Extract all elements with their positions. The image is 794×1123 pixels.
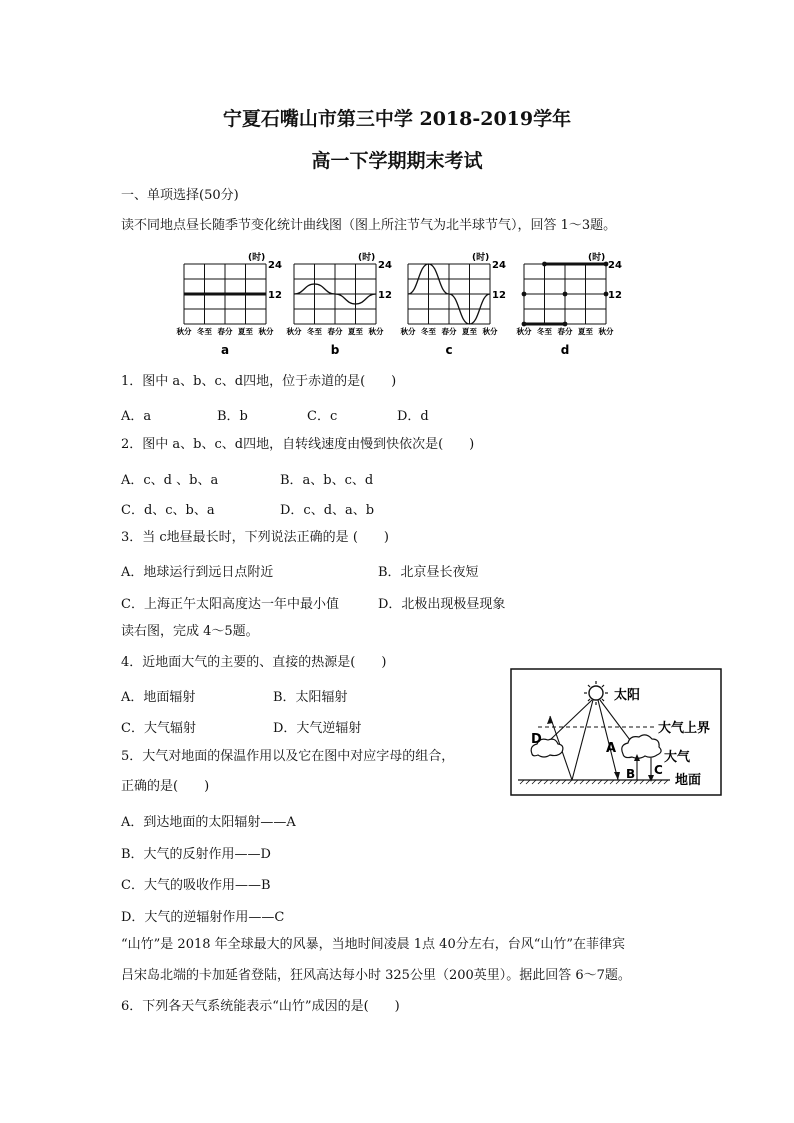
x-tick-label: 秋分 xyxy=(176,327,192,336)
x-tick-label: 秋分 xyxy=(258,327,274,336)
x-tick-label: 秋分 xyxy=(286,327,302,336)
series-point-d xyxy=(522,322,527,327)
x-tick-label: 秋分 xyxy=(368,327,384,336)
q3-option-a[interactable]: A．地球运行到远日点附近 xyxy=(121,565,274,580)
x-tick-label: 春分 xyxy=(557,327,573,336)
q4-option-b[interactable]: B．太阳辐射 xyxy=(273,690,348,705)
q2-option-b[interactable]: B．a、b、c、d xyxy=(280,473,374,488)
panel-label-d: d xyxy=(560,343,570,357)
intro-q1-3: 读不同地点昼长随季节变化统计曲线图（图上所注节气为北半球节气），回答 1～3题。 xyxy=(121,218,617,233)
panel-label-a: a xyxy=(220,343,230,357)
x-tick-label: 秋分 xyxy=(482,327,498,336)
y-tick-24: 24 xyxy=(378,260,392,271)
x-tick-label: 秋分 xyxy=(516,327,532,336)
q5-option-b[interactable]: B．大气的反射作用——D xyxy=(121,847,271,862)
page-subtitle: 高一下学期期末考试 xyxy=(311,150,483,172)
x-tick-label: 春分 xyxy=(327,327,343,336)
y-unit-label: (时) xyxy=(472,253,490,263)
series-point-d xyxy=(542,262,547,267)
label-c: C xyxy=(654,763,663,777)
x-tick-label: 冬至 xyxy=(421,327,436,336)
q1-option-b[interactable]: B．b xyxy=(217,409,248,424)
y-tick-12: 12 xyxy=(608,290,622,301)
x-tick-label: 夏至 xyxy=(578,327,593,336)
y-tick-12: 12 xyxy=(492,290,506,301)
question-5-stem-line1: 5．大气对地面的保温作用以及它在图中对应字母的组合， xyxy=(121,749,455,764)
q3-option-c[interactable]: C．上海正午太阳高度达一年中最小值 xyxy=(121,597,339,612)
series-point-d xyxy=(563,292,568,297)
passage-line1: “山竹”是 2018 年全球最大的风暴，当地时间凌晨 1点 40分左右，台风“山竹”在菲律宾 xyxy=(121,937,626,952)
q4-option-d[interactable]: D．大气逆辐射 xyxy=(273,721,362,736)
q4-option-c[interactable]: C．大气辐射 xyxy=(121,721,196,736)
q4-option-a[interactable]: A．地面辐射 xyxy=(121,690,196,705)
question-1-stem: 1．图中 a、b、c、d四地，位于赤道的是( ) xyxy=(121,374,397,389)
question-5-stem-line2: 正确的是( ) xyxy=(121,779,210,794)
y-unit-label: (时) xyxy=(588,253,606,263)
day-length-charts xyxy=(160,248,680,358)
series-point-d xyxy=(522,292,527,297)
q2-option-d[interactable]: D．c、d、a、b xyxy=(280,503,375,518)
x-tick-label: 秋分 xyxy=(598,327,614,336)
atmosphere-heating-diagram xyxy=(510,668,722,796)
x-tick-label: 夏至 xyxy=(348,327,363,336)
q5-option-c[interactable]: C．大气的吸收作用——B xyxy=(121,878,271,893)
q2-option-c[interactable]: C．d、c、b、a xyxy=(121,503,215,518)
q1-option-c[interactable]: C．c xyxy=(307,409,338,424)
series-point-d xyxy=(563,322,568,327)
q1-option-a[interactable]: A．a xyxy=(121,409,152,424)
y-tick-12: 12 xyxy=(268,290,282,301)
q3-option-d[interactable]: D．北极出现极昼现象 xyxy=(378,597,506,612)
panel-label-b: b xyxy=(330,343,340,357)
intro-q4-5: 读右图，完成 4～5题。 xyxy=(121,624,259,639)
question-6-stem: 6．下列各天气系统能表示“山竹”成因的是( ) xyxy=(121,999,400,1014)
x-tick-label: 夏至 xyxy=(238,327,253,336)
label-atmosphere: 大气 xyxy=(664,750,691,765)
q1-option-d[interactable]: D．d xyxy=(397,409,429,424)
x-tick-label: 冬至 xyxy=(537,327,552,336)
x-tick-label: 春分 xyxy=(217,327,233,336)
question-4-stem: 4．近地面大气的主要的、直接的热源是( ) xyxy=(121,655,387,670)
x-tick-label: 冬至 xyxy=(307,327,322,336)
page-title: 宁夏石嘴山市第三中学 2018-2019学年 xyxy=(222,108,572,130)
q5-option-d[interactable]: D．大气的逆辐射作用——C xyxy=(121,910,285,925)
x-tick-label: 夏至 xyxy=(462,327,477,336)
y-tick-24: 24 xyxy=(608,260,622,271)
y-unit-label: (时) xyxy=(248,253,266,263)
question-2-stem: 2．图中 a、b、c、d四地，自转线速度由慢到快依次是( ) xyxy=(121,437,475,452)
section-heading: 一、单项选择(50分) xyxy=(121,188,239,203)
passage-line2: 吕宋岛北端的卡加延省登陆，狂风高达每小时 325公里（200英里）。据此回答 6～7题。 xyxy=(121,968,631,983)
y-tick-12: 12 xyxy=(378,290,392,301)
label-d: D xyxy=(531,732,542,747)
label-ground: 地面 xyxy=(675,773,702,788)
label-b: B xyxy=(626,767,636,781)
y-tick-24: 24 xyxy=(268,260,282,271)
label-upper-boundary: 大气上界 xyxy=(658,721,711,736)
x-tick-label: 春分 xyxy=(441,327,457,336)
y-unit-label: (时) xyxy=(358,253,376,263)
label-sun: 太阳 xyxy=(614,688,641,703)
q3-option-b[interactable]: B．北京昼长夜短 xyxy=(378,565,479,580)
question-3-stem: 3．当 c地昼最长时，下列说法正确的是 ( ) xyxy=(121,530,389,545)
x-tick-label: 秋分 xyxy=(400,327,416,336)
q2-option-a[interactable]: A．c、d 、b、a xyxy=(121,473,219,488)
panel-label-c: c xyxy=(445,343,453,357)
x-tick-label: 冬至 xyxy=(197,327,212,336)
label-a: A xyxy=(606,741,617,756)
q5-option-a[interactable]: A．到达地面的太阳辐射——A xyxy=(121,815,296,830)
y-tick-24: 24 xyxy=(492,260,506,271)
